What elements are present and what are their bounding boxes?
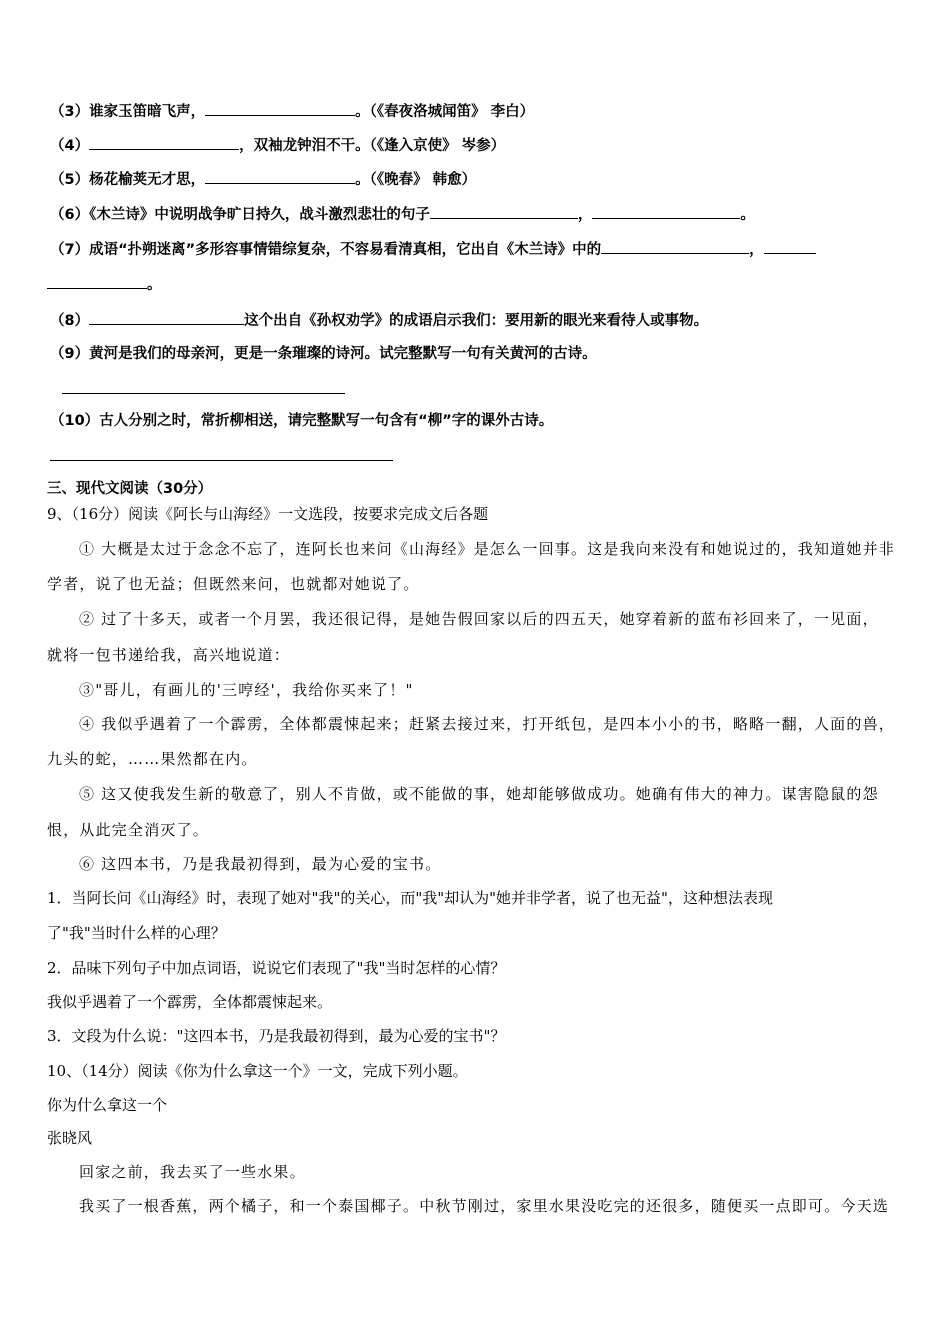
passage-paragraph-5: ⑤ 这又使我发生新的敬意了，别人不肯做，或不能做的事，她却能够做成功。她确有伟大的神力。谋害隐鼠的怨	[79, 785, 879, 803]
passage-paragraph-5-cont: 恨，从此完全消灭了。	[47, 821, 210, 839]
answer-blank[interactable]	[205, 169, 355, 184]
answer-blank[interactable]	[592, 204, 740, 219]
question-5: （5）杨花榆荚无才思， 。（《晚春》 韩愈）	[50, 169, 476, 190]
passage-paragraph-6: ⑥ 这四本书，乃是我最初得到，最为心爱的宝书。	[79, 855, 442, 873]
answer-blank[interactable]	[47, 274, 147, 289]
question-8: （8） 这个出自《孙权劝学》的成语启示我们：要用新的眼光来看待人或事物。	[50, 310, 708, 331]
item-9-heading: 9、（16分）阅读《阿长与山海经》一文选段，按要求完成文后各题	[47, 505, 489, 523]
question-10: （10）古人分别之时，常折柳相送，请完整默写一句含有“柳”字的课外古诗。	[50, 413, 554, 429]
answer-blank[interactable]	[89, 135, 239, 150]
question-6: （6）《木兰诗》中说明战争旷日持久，战斗激烈悲壮的句子 ， 。	[50, 204, 755, 225]
passage-paragraph-1: ① 大概是太过于念念不忘了，连阿长也来问《山海经》是怎么一回事。这是我向来没有和她说过的，我知道她并非	[79, 540, 895, 558]
sub-question-1-cont: 了"我"当时什么样的心理？	[47, 924, 226, 942]
sub-question-2: 2．品味下列句子中加点词语，说说它们表现了"我"当时怎样的心情？	[47, 959, 506, 977]
passage-paragraph-4-cont: 九头的蛇，……果然都在内。	[47, 750, 258, 768]
answer-line[interactable]	[50, 460, 393, 461]
question-7: （7）成语“扑朔迷离”多形容事情错综复杂，不容易看清真相，它出自《木兰诗》中的 ，	[50, 239, 816, 260]
answer-blank[interactable]	[601, 239, 749, 254]
sub-question-1: 1．当阿长问《山海经》时，表现了她对"我"的关心，而"我"却认为"她并非学者，说了也无益"，这种想法表现	[47, 889, 773, 907]
question-4: （4） ，双袖龙钟泪不干。（《逢入京使》 岑参）	[50, 135, 505, 156]
article-paragraph-1: 回家之前，我去买了一些水果。	[79, 1163, 306, 1181]
answer-blank[interactable]	[430, 204, 578, 219]
item-10-heading: 10、（14分）阅读《你为什么拿这一个》一文，完成下列小题。	[47, 1062, 468, 1080]
answer-blank[interactable]	[764, 239, 816, 254]
sub-question-2-sentence: 我似乎遇着了一个霹雳，全体都震悚起来。	[47, 993, 333, 1011]
question-3: （3）谁家玉笛暗飞声， 。（《春夜洛城闻笛》 李白）	[50, 101, 534, 122]
section-heading: 三、现代文阅读（30分）	[47, 481, 213, 497]
question-9: （9）黄河是我们的母亲河，更是一条璀璨的诗河。试完整默写一句有关黄河的古诗。	[50, 346, 597, 362]
article-paragraph-2: 我买了一根香蕉，两个橘子，和一个泰国椰子。中秋节刚过，家里水果没吃完的还很多，随便买一点即可。今天选	[79, 1197, 890, 1215]
answer-blank[interactable]	[205, 101, 355, 116]
passage-paragraph-2: ② 过了十多天，或者一个月罢，我还很记得，是她告假回家以后的四五天，她穿着新的蓝布衫回来了，一见面，	[79, 610, 879, 628]
answer-blank[interactable]	[89, 310, 244, 325]
sub-question-3: 3．文段为什么说："这四本书，乃是我最初得到，最为心爱的宝书"？	[47, 1027, 506, 1045]
passage-paragraph-2-cont: 就将一包书递给我，高兴地说道：	[47, 646, 291, 664]
answer-line[interactable]	[62, 393, 345, 394]
article-author: 张晓风	[47, 1129, 93, 1147]
passage-paragraph-3: ③"哥儿，有画儿的'三哼经'，我给你买来了！"	[79, 681, 414, 699]
passage-paragraph-4: ④ 我似乎遇着了一个霹雳，全体都震悚起来；赶紧去接过来，打开纸包，是四本小小的书，略略一翻，人面的兽，	[79, 715, 895, 733]
question-7-cont: 。	[47, 274, 162, 295]
passage-paragraph-1-cont: 学者，说了也无益；但既然来问，也就都对她说了。	[47, 575, 420, 593]
article-title: 你为什么拿这一个	[47, 1096, 168, 1114]
